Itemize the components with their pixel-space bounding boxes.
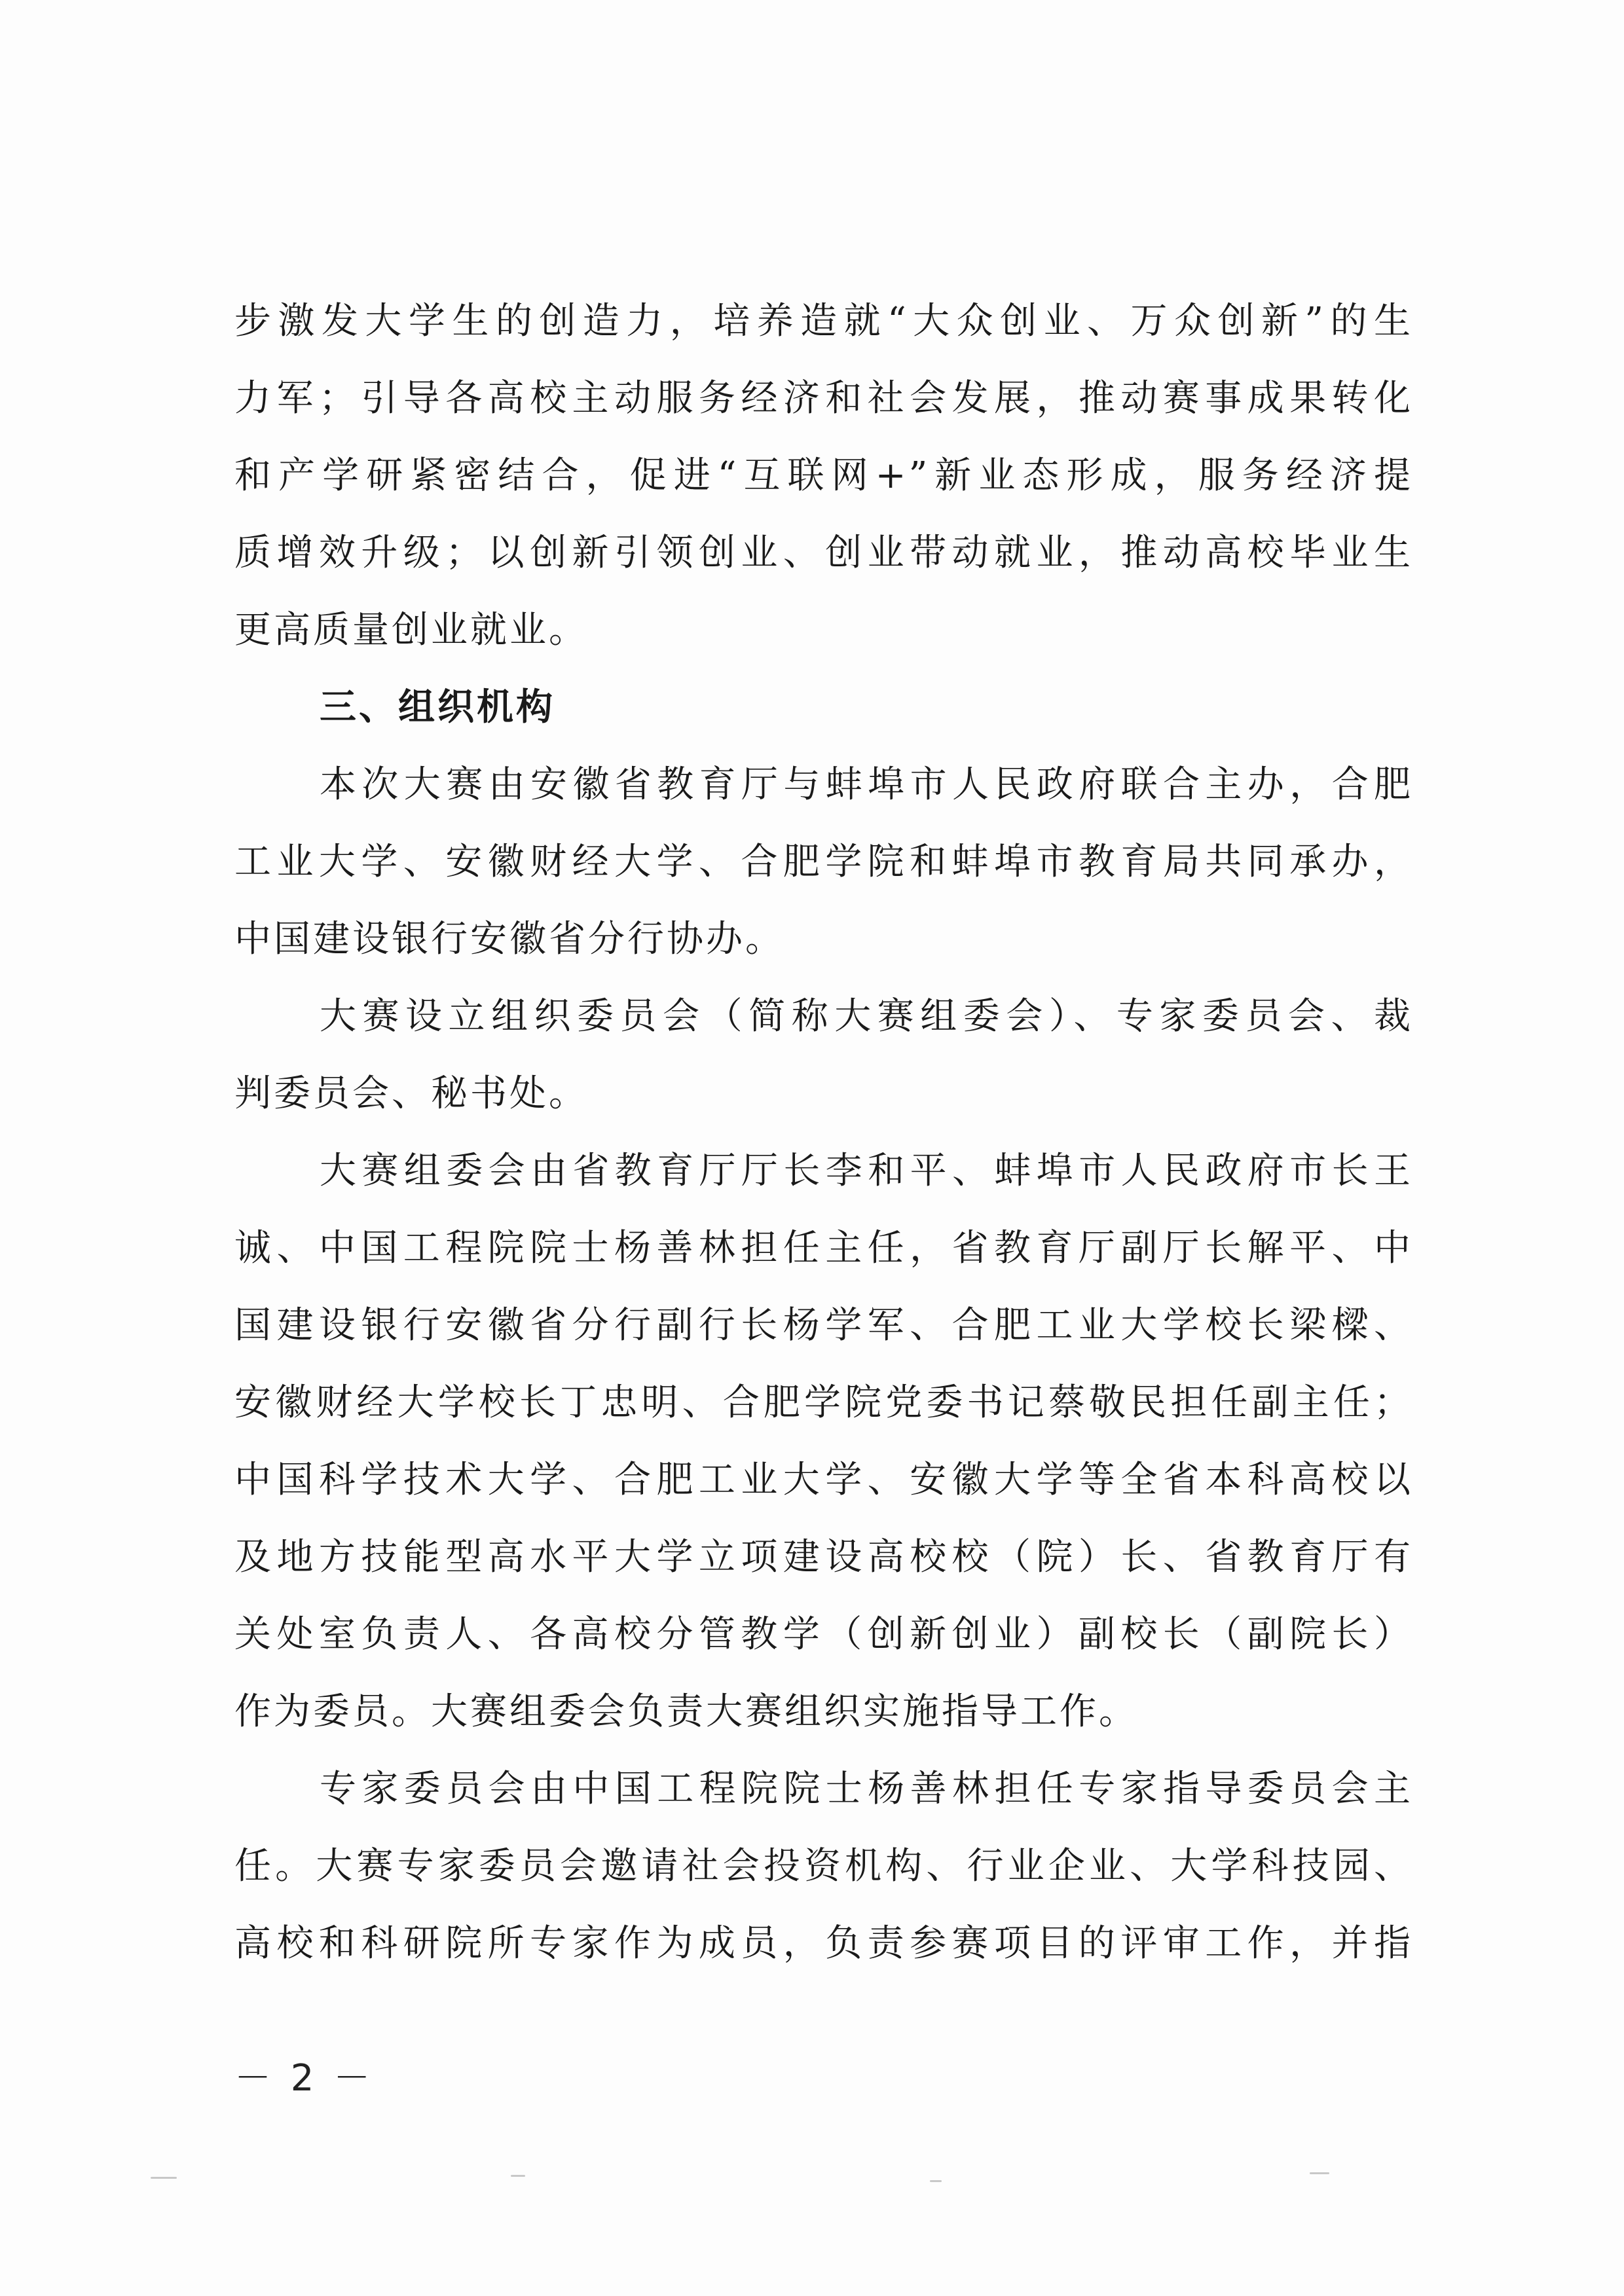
text-line: 安徽财经大学校长丁忠明、合肥学院党委书记蔡敬民担任副主任；: [234, 1381, 1413, 1424]
text-line: 和产学研紧密结合，促进“互联网+”新业态形成，服务经济提: [234, 454, 1413, 497]
scan-speck: [511, 2175, 525, 2177]
text-line: 诚、中国工程院院士杨善林担任主任，省教育厅副厅长解平、中: [234, 1227, 1413, 1269]
scan-speck: [1310, 2172, 1329, 2174]
paragraph-continued: [234, 283, 1413, 669]
text-line: 及地方技能型高水平大学立项建设高校校（院）长、省教育厅有: [234, 1536, 1413, 1578]
paragraph-expert-committee: [234, 1751, 1413, 1982]
text-line: 力军；引导各高校主动服务经济和社会发展，推动赛事成果转化: [234, 377, 1413, 420]
text-line: 判委员会、秘书处。: [234, 1072, 588, 1115]
text-line: 大赛组委会由省教育厅厅长李和平、蚌埠市人民政府市长王: [320, 1150, 1413, 1192]
text-line: 工业大学、安徽财经大学、合肥学院和蚌埠市教育局共同承办，: [234, 841, 1413, 883]
text-line: 大赛设立组织委员会（简称大赛组委会）、专家委员会、裁: [320, 995, 1413, 1038]
scan-speck: [151, 2177, 177, 2179]
text-line: 中国建设银行安徽省分行协办。: [234, 918, 784, 960]
text-line: 专家委员会由中国工程院院士杨善林担任专家指导委员会主: [320, 1768, 1413, 1810]
scan-speck: [930, 2180, 942, 2182]
text-line: 任。大赛专家委员会邀请社会投资机构、行业企业、大学科技园、: [234, 1845, 1413, 1887]
text-line: 步激发大学生的创造力，培养造就“大众创业、万众创新”的生: [234, 300, 1413, 342]
text-line: 中国科学技术大学、合肥工业大学、安徽大学等全省本科高校以: [234, 1459, 1413, 1501]
text-line: 质增效升级；以创新引领创业、创业带动就业，推动高校毕业生: [234, 532, 1413, 574]
paragraph-organizers: [234, 746, 1413, 978]
text-line: 国建设银行安徽省分行副行长杨学军、合肥工业大学校长梁樑、: [234, 1304, 1413, 1347]
paragraph-committees: [234, 978, 1413, 1133]
page-number: － 2 －: [234, 2057, 375, 2100]
text-line: 本次大赛由安徽省教育厅与蚌埠市人民政府联合主办，合肥: [320, 763, 1413, 806]
text-line: 高校和科研院所专家作为成员，负责参赛项目的评审工作，并指: [234, 1922, 1413, 1965]
text-line: 作为委员。大赛组委会负责大赛组织实施指导工作。: [234, 1690, 1138, 1733]
text-line: 更高质量创业就业。: [234, 609, 588, 651]
text-line: 关处室负责人、各高校分管教学（创新创业）副校长（副院长）: [234, 1613, 1413, 1656]
paragraph-organizing-committee: [234, 1133, 1413, 1751]
section-heading: 三、组织机构: [320, 686, 555, 729]
document-body: [234, 283, 1413, 1982]
